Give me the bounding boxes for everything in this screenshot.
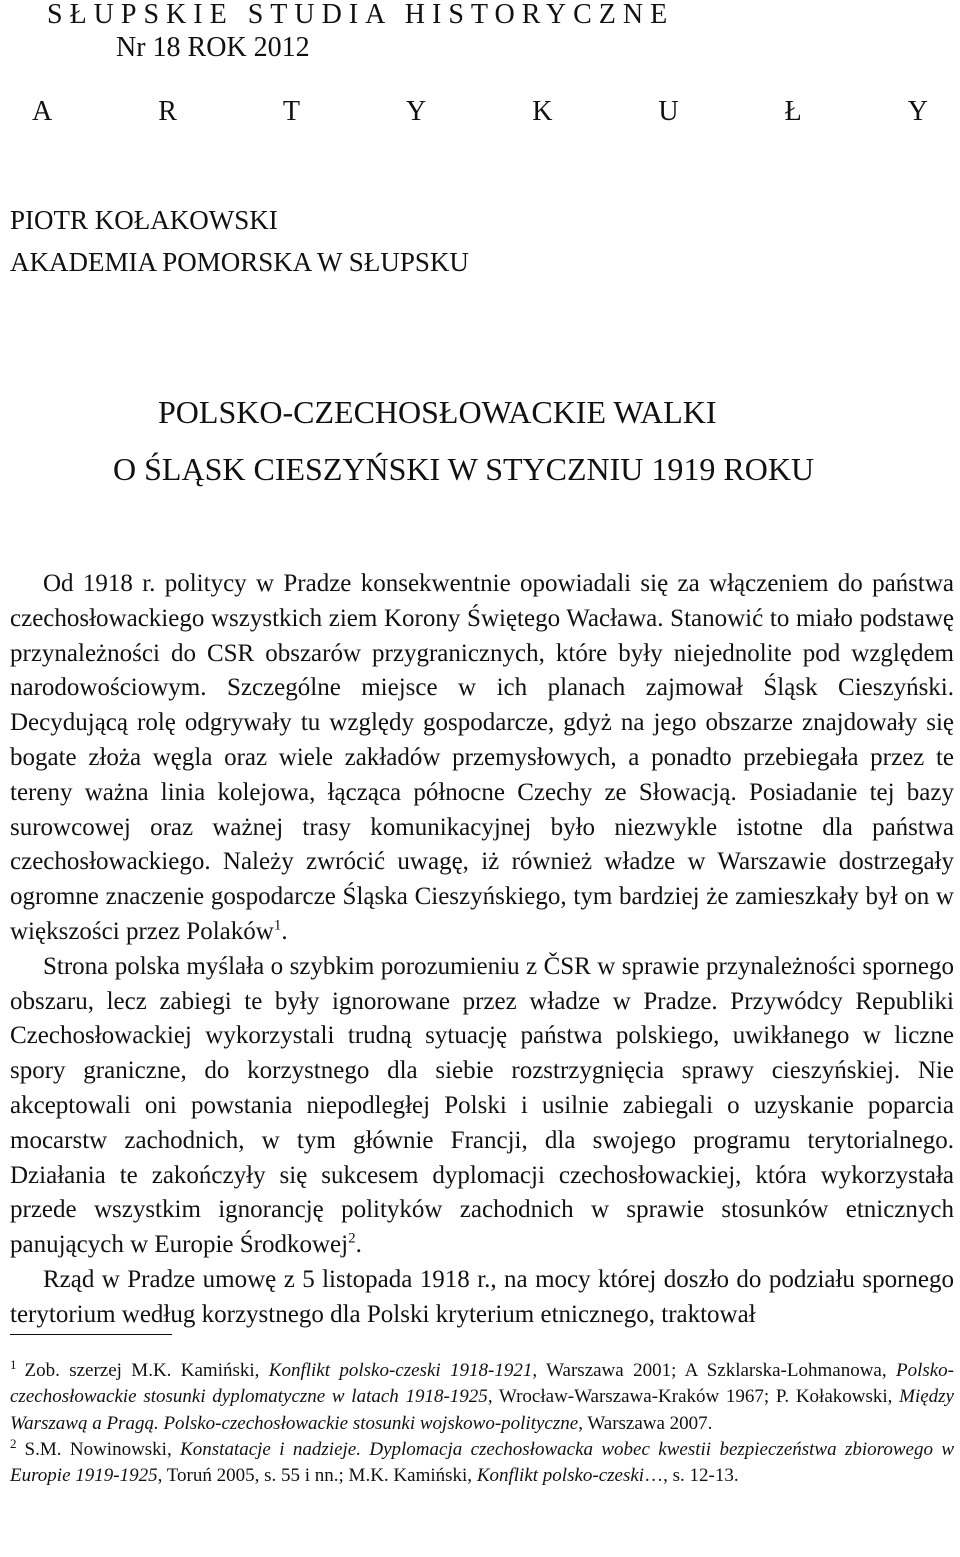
paragraph: [10, 950, 954, 1263]
section-letter: Ł: [784, 96, 802, 127]
footnote-text: , Wrocław-Warszawa-Kraków 1967; P. Kołakowski,: [487, 1386, 900, 1408]
footnote-text: , Toruń 2005, s. 55 i nn.; M.K. Kamiński,: [157, 1465, 477, 1487]
footnote-title: Polsko-czechosłowackie stosunki dyplomatyczne w latach 1918-1925: [10, 1360, 955, 1408]
body-text: [10, 567, 954, 1333]
section-letter: T: [282, 96, 300, 127]
paragraph-end: .: [355, 1231, 362, 1259]
author-affiliation: AKADEMIA POMORSKA W SŁUPSKU: [10, 247, 469, 277]
article-title-line-1: POLSKO-CZECHOSŁOWACKIE WALKI: [158, 394, 717, 430]
footnote-number: 1: [10, 1356, 17, 1372]
footnote-text: Zob. szerzej M.K. Kamiński,: [24, 1360, 269, 1381]
footnote-title: Między Warszawą a Pragą. Polsko-czechosłowackie stosunki wojskowo-polityczne: [10, 1386, 954, 1434]
footnote-ref: 1: [273, 917, 282, 934]
footnote-ref: 2: [348, 1230, 356, 1247]
paragraph-end: .: [281, 917, 288, 945]
paragraph: [10, 1263, 954, 1333]
paragraph-text: Od 1918 r. politycy w Pradze konsekwentnie opowiadali się za włączeniem do państwa czechosłowackiego wszystkich ziem Korony Świętego Wacława. Stanowić to miało podstawę przynależności do CSR obszarów przygranicznych, które były niejednolite pod względem narodowościowym. Szczególne miejsce w ich planach zajmował Śląsk Cieszyński. Decydującą rolę odgrywały tu względy gospodarcze, gdyż na jego obszarze znajdowały się bogate złoża węgla oraz wiele zakładów przemysłowych, a ponadto przebiegała przez te tereny ważna linia kolejowa, łącząca północne Czechy ze Słowacją. Posiadanie tej bazy surowcowej oraz ważnej trasy komunikacyjnej było niezwykle istotne dla państwa czechosłowackiego. Należy zwrócić uwagę, iż również władze w Warszawie dostrzegały ogromne znaczenie gospodarcze Śląska Cieszyńskiego, tym bardziej że zamieszkały był on w większości przez Polaków: [10, 570, 954, 945]
footnote: [10, 1437, 954, 1490]
footnote-title: Konstatacje i nadzieje. Dyplomacja czechosłowacka wobec kwestii bezpieczeństwa zbiorowego w Europie 1919-1925: [10, 1438, 955, 1487]
footnote-text: , Warszawa 2007.: [578, 1412, 713, 1434]
paragraph: [10, 567, 954, 950]
section-letter: U: [658, 96, 679, 127]
footnotes: [10, 1358, 954, 1489]
journal-title: SŁUPSKIE STUDIA HISTORYCZNE: [47, 0, 675, 30]
section-title: [32, 97, 928, 127]
section-letter: R: [158, 96, 177, 127]
paragraph-text: Strona polska myślała o szybkim porozumieniu z ČSR w sprawie przynależności spornego obszaru, lecz zabiegi te były ignorowane przez władze w Pradze. Przywódcy Republiki Czechosłowackiej wykorzystali trudną sytuację państwa polskiego, uwikłanego w liczne spory graniczne, do korzystnego dla siebie rozstrzygnięcia sprawy cieszyńskiej. Nie akceptowali oni powstania niepodległej Polski i usilnie zabiegali o uzyskanie poparcia mocarstw zachodnich, w tym głównie Francji, dla swojego programu terytorialnego. Działania te zakończyły się sukcesem dyplomacji czechosłowackiej, która wykorzystała przede wszystkim ignorancję polityków zachodnich w sprawie stosunków etnicznych panujących w Europie Środkowej: [10, 952, 954, 1259]
section-letter: A: [32, 96, 53, 127]
footnote: [10, 1358, 954, 1437]
footnote-text: , Warszawa 2001; A Szklarska-Lohmanowa,: [532, 1360, 896, 1381]
issue-line: Nr 18 ROK 2012: [116, 32, 310, 63]
article-title-line-2: O ŚLĄSK CIESZYŃSKI W STYCZNIU 1919 ROKU: [113, 451, 815, 487]
footnote-text: …, s. 12-13.: [644, 1465, 739, 1487]
footnote-title: Konflikt polsko-czeski: [476, 1465, 645, 1487]
footnote-number: 2: [10, 1435, 17, 1451]
footnote-title: Konflikt polsko-czeski 1918-1921: [268, 1360, 533, 1381]
author-name: PIOTR KOŁAKOWSKI: [10, 205, 278, 235]
paragraph-text: Rząd w Pradze umowę z 5 listopada 1918 r., na mocy której doszło do podziału spornego terytorium według korzystnego dla Polski kryterium etnicznego, traktował: [10, 1265, 954, 1328]
section-letter: K: [532, 96, 553, 127]
section-letter: Y: [405, 96, 427, 127]
footnote-text: S.M. Nowinowski,: [24, 1438, 181, 1460]
section-letter: Y: [907, 96, 928, 127]
footnote-divider: [10, 1334, 172, 1335]
